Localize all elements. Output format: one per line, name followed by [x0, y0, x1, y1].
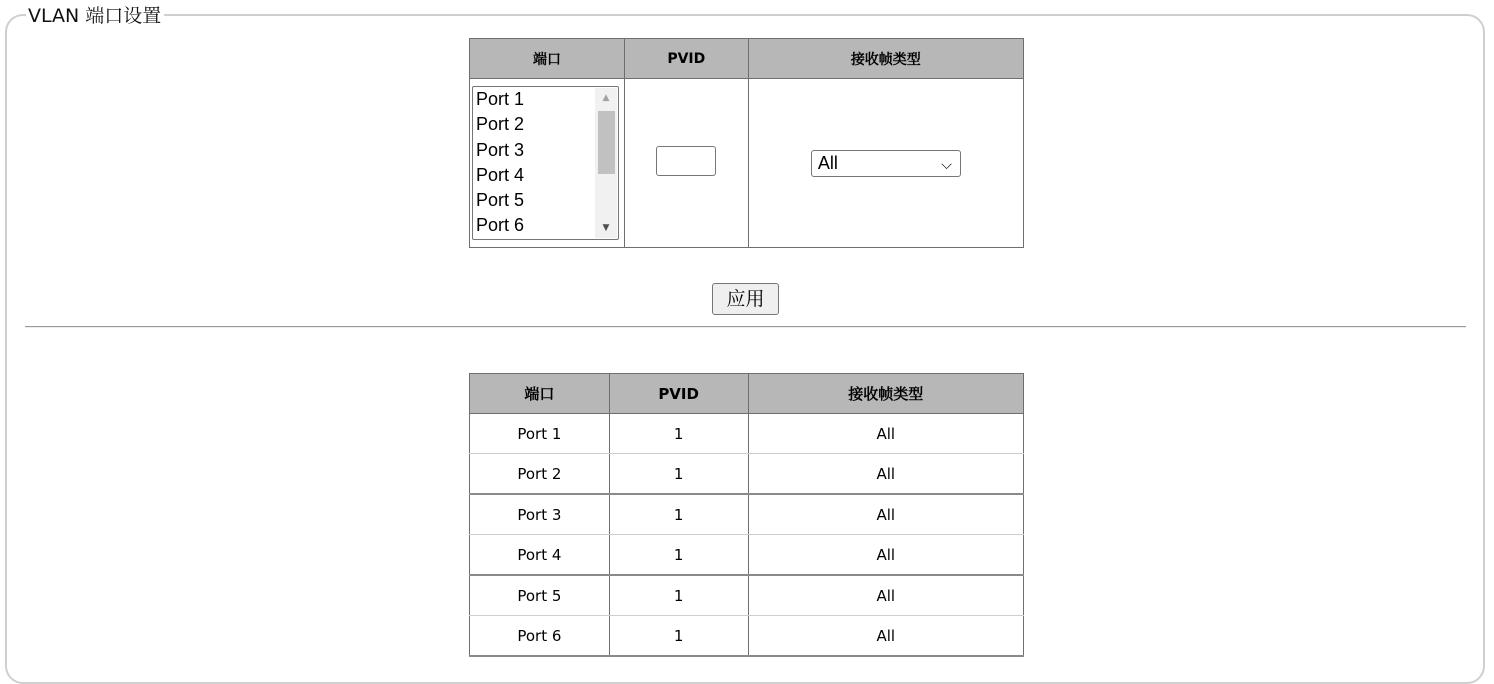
cell-frame-type: All: [748, 535, 1023, 576]
table-row: [470, 535, 1024, 576]
scroll-down-arrow-icon[interactable]: ▼: [602, 223, 610, 233]
port-option[interactable]: Port 3: [476, 139, 525, 160]
cell-pvid: 1: [609, 414, 748, 454]
cell-port: Port 4: [470, 535, 610, 576]
cell-frame-type: All: [748, 494, 1023, 535]
cell-frame-type: All: [748, 414, 1023, 454]
cell-pvid: 1: [609, 454, 748, 495]
port-option[interactable]: Port 6: [476, 215, 525, 236]
listbox-scrollbar[interactable]: [595, 88, 617, 238]
table-row: [470, 494, 1024, 535]
cell-frame-type: All: [748, 454, 1023, 495]
cell-port: Port 5: [470, 575, 610, 616]
status-table: [469, 373, 1024, 657]
cell-port: Port 1: [470, 414, 610, 454]
header-port: 端口: [470, 374, 610, 414]
port-listbox[interactable]: [472, 86, 619, 240]
frame-type-select[interactable]: [811, 150, 961, 177]
table-row: [470, 616, 1024, 657]
apply-button[interactable]: 应用: [712, 283, 779, 315]
header-port: 端口: [470, 39, 625, 79]
pvid-input[interactable]: [656, 146, 716, 176]
port-option[interactable]: Port 5: [476, 190, 525, 211]
table-row: [470, 575, 1024, 616]
header-frame-type: 接收帧类型: [748, 39, 1023, 79]
scrollbar-thumb[interactable]: [598, 111, 615, 174]
port-option[interactable]: Port 4: [476, 164, 525, 185]
cell-pvid: 1: [609, 494, 748, 535]
divider: [25, 326, 1466, 328]
header-frame-type: 接收帧类型: [748, 374, 1023, 414]
header-pvid: PVID: [609, 374, 748, 414]
scroll-up-arrow-icon[interactable]: ▲: [602, 93, 610, 103]
header-pvid: PVID: [624, 39, 748, 79]
table-row: [470, 414, 1024, 454]
table-row: [470, 454, 1024, 495]
cell-pvid: 1: [609, 616, 748, 657]
config-table: [469, 38, 1024, 248]
port-option[interactable]: Port 2: [476, 114, 525, 135]
frame-type-selected-value: All: [817, 152, 838, 173]
port-option[interactable]: Port 1: [476, 89, 525, 109]
cell-pvid: 1: [609, 575, 748, 616]
cell-frame-type: All: [748, 575, 1023, 616]
cell-port: Port 3: [470, 494, 610, 535]
cell-pvid: 1: [609, 535, 748, 576]
cell-port: Port 6: [470, 616, 610, 657]
section-title: VLAN 端口设置: [26, 4, 164, 28]
cell-frame-type: All: [748, 616, 1023, 657]
chevron-down-icon: ⌵: [941, 155, 952, 172]
cell-port: Port 2: [470, 454, 610, 495]
